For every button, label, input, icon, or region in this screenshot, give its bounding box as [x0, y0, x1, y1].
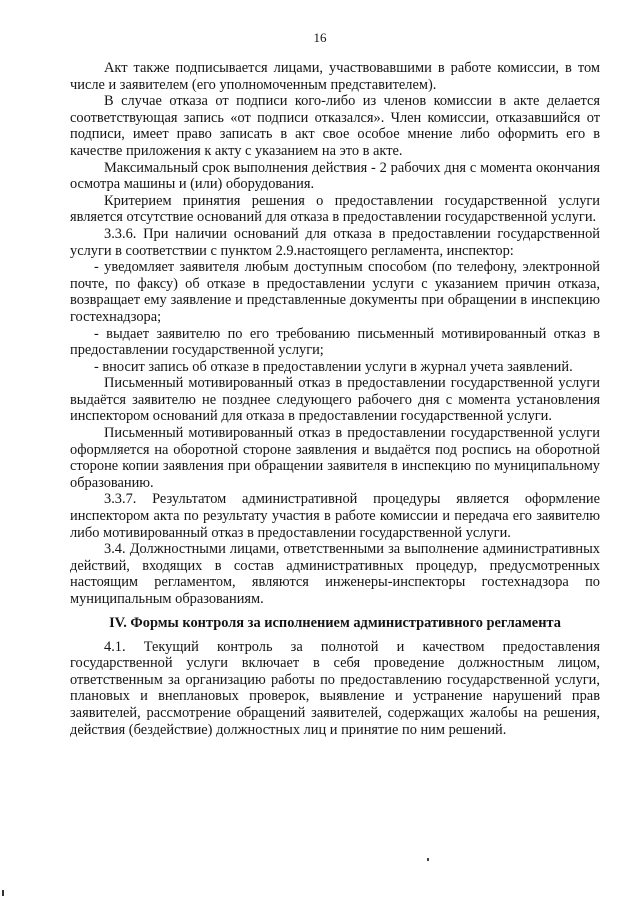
paragraph-4-1: 4.1. Текущий контроль за полнотой и качеством предоставления государственной услуги включает в себя проведение должностным лицом, ответственным за организацию работы по предоставлению государственной услуги, плановых и внеплановых проверок, выявление и устранение нарушений прав заявителей, рассмотрение обращений заявителей, содержащих жалобы на решения, действия (бездействие) должностных лиц и принятие по ним решений. — [70, 638, 600, 738]
paragraph-3-4: 3.4. Должностными лицами, ответственными за выполнение административных действий, входящих в состав административных процедур, предусмотренных настоящим регламентом, являются инженеры-инспекторы гостехнадзора по муниципальным образованиям. — [70, 541, 600, 607]
bullet-notify-applicant: - уведомляет заявителя любым доступным способом (по телефону, электронной почте, по факсу) об отказе в предоставлении услуги с указанием причин отказа, возвращает ему заявление и представленные документы при обращении в инспекцию гостехнадзора; — [70, 259, 600, 325]
paragraph-act-signing: Акт также подписывается лицами, участвовавшими в работе комиссии, в том числе и заявителем (его уполномоченным представителем). — [70, 60, 600, 93]
bullet-issue-refusal: - выдает заявителю по его требованию письменный мотивированный отказ в предоставлении государственной услуги; — [70, 325, 600, 359]
scan-edge-mark — [2, 890, 4, 896]
paragraph-decision-criterion: Критерием принятия решения о предоставлении государственной услуги является отсутствие оснований для отказа в предоставлении государственной услуги. — [70, 192, 600, 226]
paragraph-written-refusal-issued: Письменный мотивированный отказ в предоставлении государственной услуги выдаётся заявителю не позднее следующего рабочего дня с момента установления инспектором оснований для отказа в предоставлении государственной услуги. — [70, 375, 600, 425]
paragraph-refusal-to-sign: В случае отказа от подписи кого-либо из членов комиссии в акте делается соответствующая запись «от подписи отказался». Член комиссии, отказавшийся от подписи, имеет право записать в акт свое особое мнение либо оформить его в качестве приложения к акту с указанием на это в акте. — [70, 93, 600, 159]
section-heading: IV. Формы контроля за исполнением административного регламента — [109, 614, 561, 631]
scan-speck — [427, 858, 429, 861]
paragraph-written-refusal-form: Письменный мотивированный отказ в предоставлении государственной услуги оформляется на оборотной стороне заявления и выдаётся под роспись на оборотной стороне копии заявления при обращении заявителя в инспекцию по муниципальному образованию. — [70, 425, 600, 491]
paragraph-3-3-7: 3.3.7. Результатом административной процедуры является оформление инспектором акта по результату участия в работе комиссии и передача его заявителю либо мотивированный отказ в предоставлении государственной услуги. — [70, 491, 600, 541]
document-body — [70, 60, 600, 738]
paragraph-max-duration: Максимальный срок выполнения действия - 2 рабочих дня с момента окончания осмотра машины и (или) оборудования. — [70, 159, 600, 193]
paragraph-3-3-6: 3.3.6. При наличии оснований для отказа в предоставлении государственной услуги в соответствии с пунктом 2.9.настоящего регламента, инспектор: — [70, 225, 600, 259]
bullet-log-refusal: - вносит запись об отказе в предоставлении услуги в журнал учета заявлений. — [94, 358, 573, 375]
page-number: 16 — [313, 30, 327, 45]
